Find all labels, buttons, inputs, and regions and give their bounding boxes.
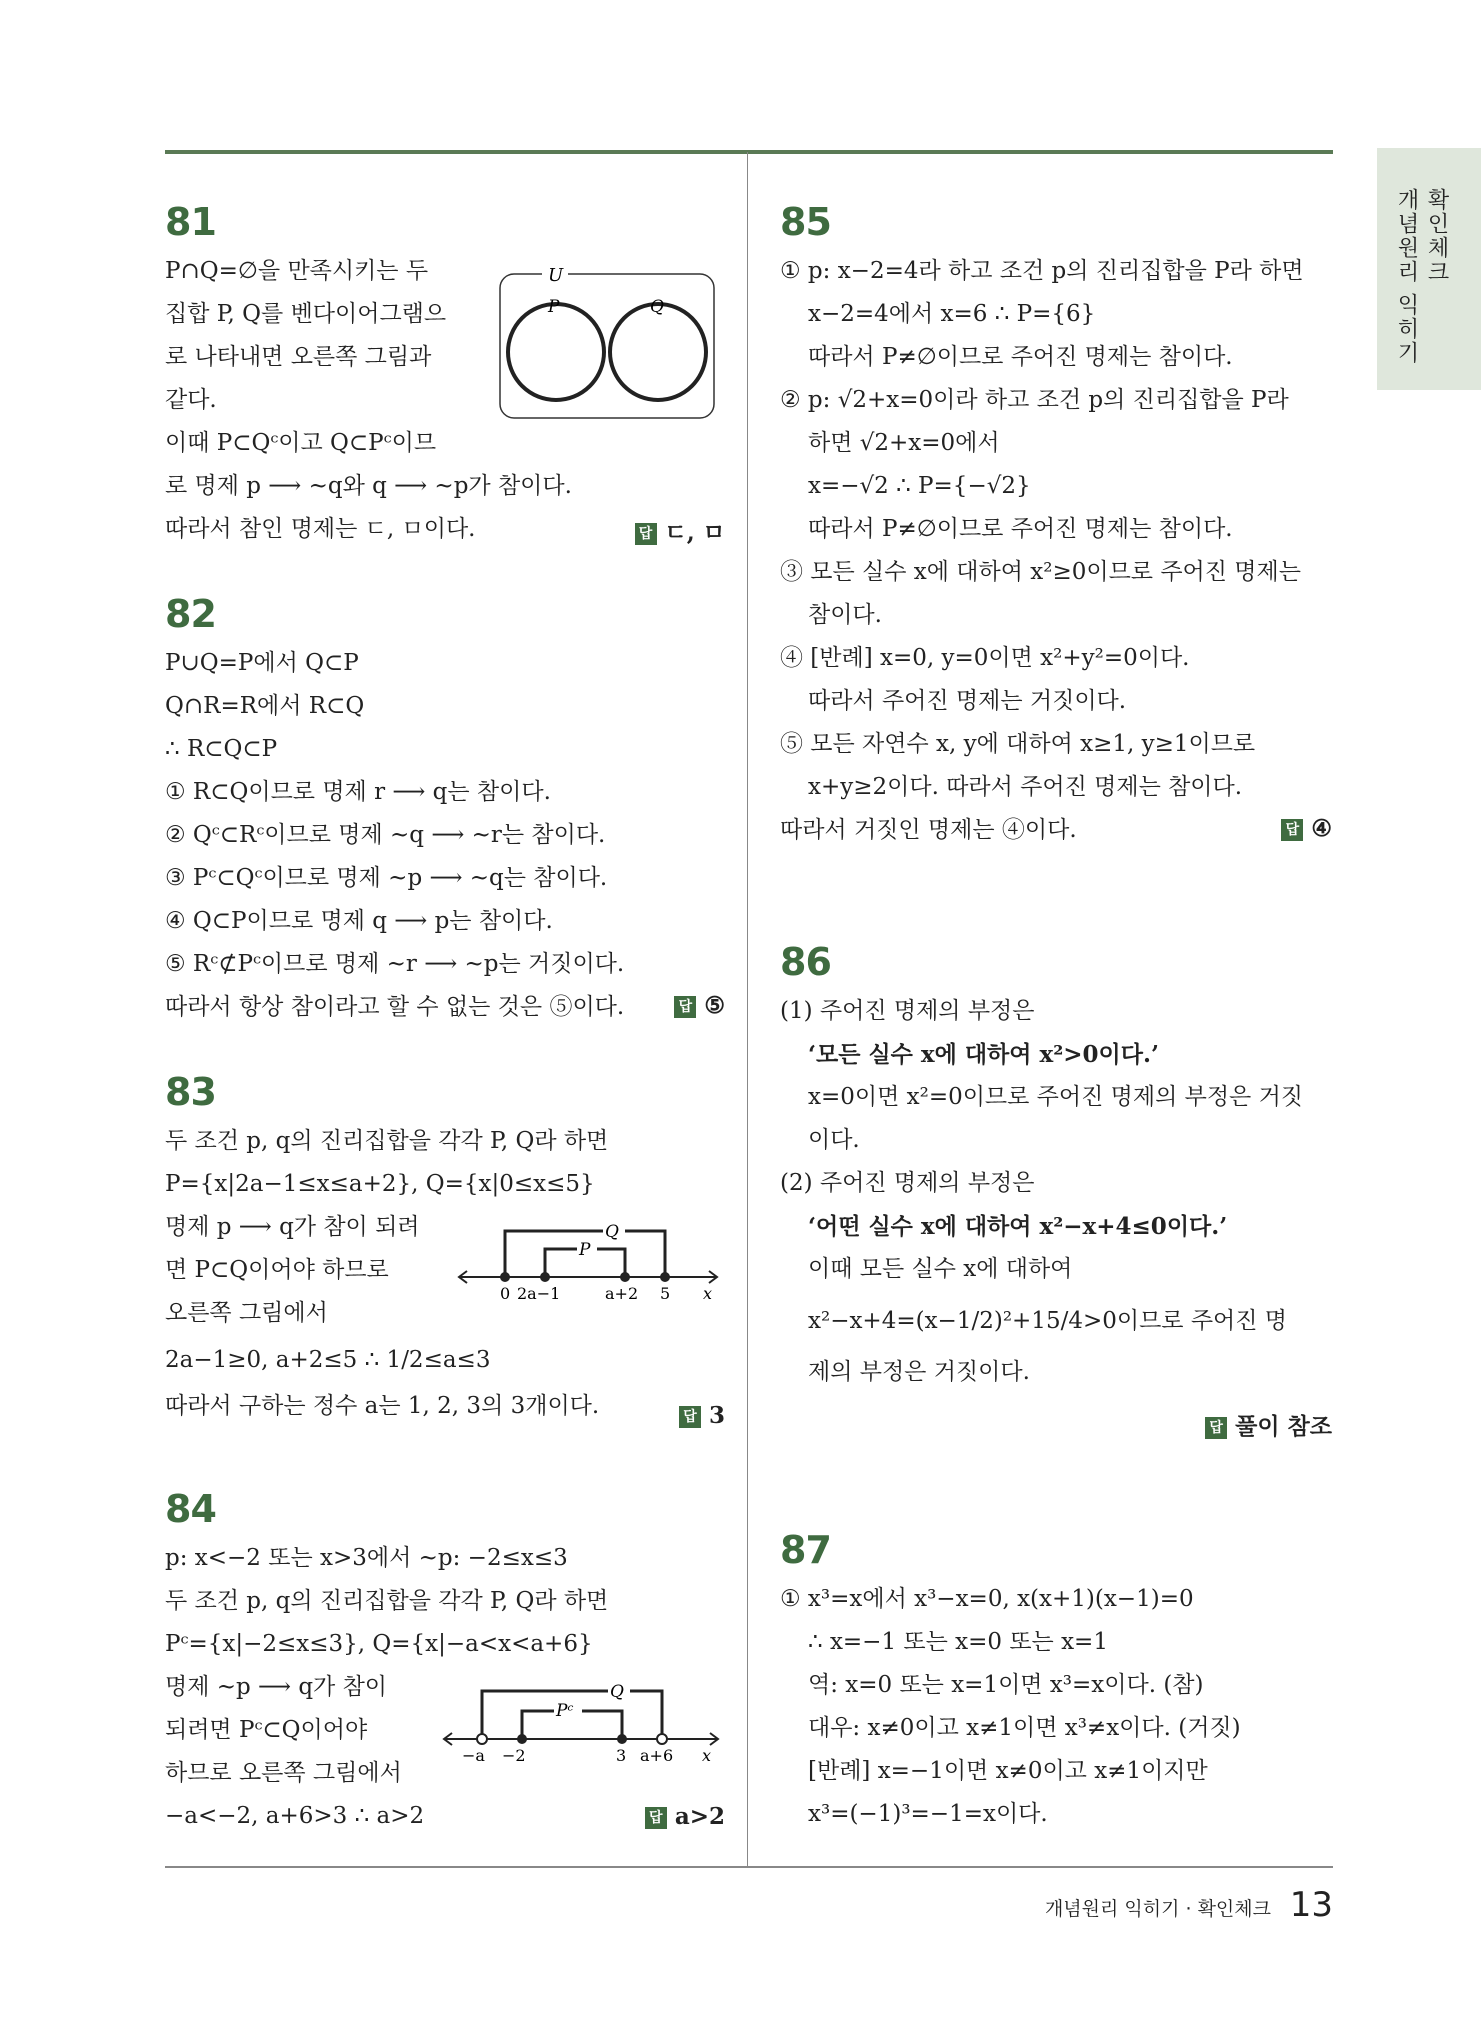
- answer: [645, 1803, 725, 1830]
- solution-line: 두 조건 p, q의 진리집합을 각각 P, Q라 하면: [165, 1128, 609, 1154]
- answer-mark: 답: [1281, 819, 1303, 841]
- answer-value: ④: [1311, 815, 1332, 842]
- venn-label-p: P: [548, 297, 560, 317]
- answer: [635, 514, 725, 547]
- solution-line: x=0이면 x²=0이므로 주어진 명제의 부정은 거짓: [808, 1084, 1304, 1110]
- solution-line: 하므로 오른쪽 그림에서: [165, 1760, 402, 1786]
- tick-label: a+6: [640, 1746, 674, 1763]
- solution-line: x+y≥2이다. 따라서 주어진 명제는 참이다.: [808, 774, 1243, 800]
- problem-number: 87: [780, 1528, 831, 1572]
- solution-line: 이때 P⊂Qᶜ이고 Q⊂Pᶜ이므: [165, 430, 437, 456]
- problem-85: [780, 200, 1332, 852]
- solution-line: 되려면 Pᶜ⊂Q이어야: [165, 1717, 368, 1743]
- tab-label-primary: 확인체크: [1424, 188, 1449, 284]
- solution-line: ① R⊂Q이므로 명제 r ⟶ q는 참이다.: [165, 779, 551, 805]
- solution-line: ④ [반례] x=0, y=0이면 x²+y²=0이다.: [780, 645, 1190, 671]
- solution-line: Q∩R=R에서 R⊂Q: [165, 693, 365, 719]
- tick-label: −2: [502, 1746, 526, 1763]
- solution-line: Pᶜ={x|−2≤x≤3}, Q={x|−a<x<a+6}: [165, 1631, 593, 1657]
- answer-value: ㄷ, ㅁ: [664, 519, 725, 546]
- answer-mark: 답: [635, 523, 657, 545]
- footer-section-label: 개념원리 익히기 · 확인체크: [1044, 1898, 1271, 1920]
- solution-line: 따라서 주어진 명제는 거짓이다.: [808, 688, 1127, 714]
- problem-86: [780, 940, 1332, 1440]
- set-label-pc: Pᶜ: [556, 1701, 574, 1721]
- set-label-q: Q: [605, 1222, 619, 1242]
- solution-line: 따라서 구하는 정수 a는 1, 2, 3의 3개이다.: [165, 1393, 600, 1419]
- tick-label: 5: [660, 1284, 671, 1303]
- axis-label-x: x: [702, 1746, 712, 1763]
- solution-line: 오른쪽 그림에서: [165, 1300, 328, 1326]
- answer-value: 3: [708, 1402, 725, 1429]
- solution-line: 이때 모든 실수 x에 대하여: [808, 1256, 1073, 1282]
- solution-line: 면 P⊂Q이어야 하므로: [165, 1257, 389, 1283]
- solution-line: ⑤ Rᶜ⊄Pᶜ이므로 명제 ~r ⟶ ~p는 거짓이다.: [165, 951, 625, 977]
- solution-line: 따라서 항상 참이라고 할 수 없는 것은 ⑤이다.: [165, 994, 625, 1020]
- set-label-p: P: [579, 1240, 591, 1260]
- solution-line: (2) 주어진 명제의 부정은: [780, 1170, 1035, 1196]
- solution-line: 참이다.: [808, 602, 882, 628]
- section-tab: [1377, 148, 1481, 390]
- solution-line: ② Qᶜ⊂Rᶜ이므로 명제 ~q ⟶ ~r는 참이다.: [165, 822, 606, 848]
- tick-label: 2a−1: [517, 1284, 561, 1303]
- problem-number: 86: [780, 940, 831, 984]
- problem-number: 85: [780, 200, 831, 244]
- column-divider: [747, 152, 748, 1866]
- problem-number: 84: [165, 1487, 216, 1531]
- answer: [1205, 1408, 1332, 1441]
- solution-line: [반례] x=−1이면 x≠0이고 x≠1이지만: [808, 1758, 1208, 1784]
- problem-82: [165, 592, 725, 1029]
- page-number: 13: [1289, 1885, 1333, 1925]
- answer-mark: 답: [1205, 1417, 1227, 1439]
- answer: [674, 992, 725, 1019]
- answer: [1281, 815, 1332, 842]
- solution-line: 명제 p ⟶ q가 참이 되려: [165, 1214, 420, 1240]
- solution-line: 역: x=0 또는 x=1이면 x³=x이다. (참): [808, 1672, 1204, 1698]
- number-line-84: [440, 1673, 725, 1763]
- solution-line: ∴ R⊂Q⊂P: [165, 736, 278, 762]
- solution-line: (1) 주어진 명제의 부정은: [780, 998, 1035, 1024]
- problem-84: [165, 1487, 725, 1838]
- solution-line: 따라서 P≠∅이므로 주어진 명제는 참이다.: [808, 516, 1233, 542]
- solution-line: −a<−2, a+6>3 ∴ a>2: [165, 1803, 425, 1829]
- problem-87: [780, 1528, 1332, 1836]
- venn-label-q: Q: [650, 297, 664, 317]
- answer-value: 풀이 참조: [1235, 1413, 1332, 1440]
- solution-line: 이다.: [808, 1127, 860, 1153]
- solution-line: 따라서 거짓인 명제는 ④이다.: [780, 817, 1077, 843]
- answer-mark: 답: [645, 1807, 667, 1829]
- set-label-q: Q: [610, 1682, 624, 1702]
- tick-label: a+2: [605, 1284, 639, 1303]
- solution-line: 집합 P, Q를 벤다이어그램으: [165, 301, 447, 327]
- solution-line: ④ Q⊂P이므로 명제 q ⟶ p는 참이다.: [165, 908, 553, 934]
- answer-value: a>2: [674, 1803, 725, 1830]
- solution-line: ‘모든 실수 x에 대하여 x²>0이다.’: [808, 1041, 1160, 1068]
- tick-label: 0: [500, 1284, 511, 1303]
- solution-line: 따라서 참인 명제는 ㄷ, ㅁ이다.: [165, 516, 476, 542]
- problem-number: 83: [165, 1070, 216, 1114]
- tick-label: 3: [616, 1746, 627, 1763]
- solution-line: P∪Q=P에서 Q⊂P: [165, 650, 359, 676]
- number-line-83: [455, 1215, 725, 1305]
- solution-line: ‘어떤 실수 x에 대하여 x²−x+4≤0이다.’: [808, 1213, 1228, 1240]
- solution-line: ③ 모든 실수 x에 대하여 x²≥0이므로 주어진 명제는: [780, 559, 1301, 585]
- solution-line: x²−x+4=(x−1/2)²+15/4>0이므로 주어진 명: [808, 1308, 1288, 1334]
- solution-line: 하면 √2+x=0에서: [808, 430, 1000, 456]
- solution-line: ⑤ 모든 자연수 x, y에 대하여 x≥1, y≥1이므로: [780, 731, 1256, 757]
- solution-line: ② p: √2+x=0이라 하고 조건 p의 진리집합을 P라: [780, 387, 1289, 413]
- tab-label-secondary: 개념원리 익히기: [1394, 188, 1419, 365]
- solution-line: P={x|2a−1≤x≤a+2}, Q={x|0≤x≤5}: [165, 1171, 595, 1197]
- solution-line: x³=(−1)³=−1=x이다.: [808, 1801, 1048, 1827]
- top-rule: [165, 150, 1333, 154]
- solution-line: ① x³=x에서 x³−x=0, x(x+1)(x−1)=0: [780, 1586, 1194, 1612]
- solution-line: ③ Pᶜ⊂Qᶜ이므로 명제 ~p ⟶ ~q는 참이다.: [165, 865, 608, 891]
- solution-line: 두 조건 p, q의 진리집합을 각각 P, Q라 하면: [165, 1588, 609, 1614]
- solution-line: x=−√2 ∴ P={−√2}: [808, 473, 1031, 499]
- solution-line: p: x<−2 또는 x>3에서 ~p: −2≤x≤3: [165, 1545, 568, 1571]
- axis-label-x: x: [703, 1284, 713, 1303]
- answer-mark: 답: [674, 996, 696, 1018]
- solution-line: 따라서 P≠∅이므로 주어진 명제는 참이다.: [808, 344, 1233, 370]
- solution-line: 같다.: [165, 387, 217, 413]
- solution-line: x−2=4에서 x=6 ∴ P={6}: [808, 301, 1096, 327]
- solution-line: P∩Q=∅을 만족시키는 두: [165, 258, 429, 284]
- solution-line: 제의 부정은 거짓이다.: [808, 1359, 1030, 1385]
- solution-line: 명제 ~p ⟶ q가 참이: [165, 1674, 388, 1700]
- solution-line: ∴ x=−1 또는 x=0 또는 x=1: [808, 1629, 1108, 1655]
- solution-line: ① p: x−2=4라 하고 조건 p의 진리집합을 P라 하면: [780, 258, 1304, 284]
- answer-value: ⑤: [704, 992, 725, 1019]
- solution-line: 2a−1≥0, a+2≤5 ∴ 1/2≤a≤3: [165, 1347, 491, 1373]
- answer: [679, 1402, 725, 1429]
- solution-line: 로 명제 p ⟶ ~q와 q ⟶ ~p가 참이다.: [165, 473, 572, 499]
- venn-label-u: U: [548, 265, 564, 286]
- venn-diagram: [498, 262, 718, 422]
- bottom-rule: [165, 1866, 1333, 1868]
- solution-line: 대우: x≠0이고 x≠1이면 x³≠x이다. (거짓): [808, 1715, 1241, 1741]
- answer-mark: 답: [679, 1406, 701, 1428]
- solution-line: 로 나타내면 오른쪽 그림과: [165, 344, 432, 370]
- problem-number: 82: [165, 592, 216, 636]
- tick-label: −a: [462, 1746, 485, 1763]
- problem-number: 81: [165, 200, 216, 244]
